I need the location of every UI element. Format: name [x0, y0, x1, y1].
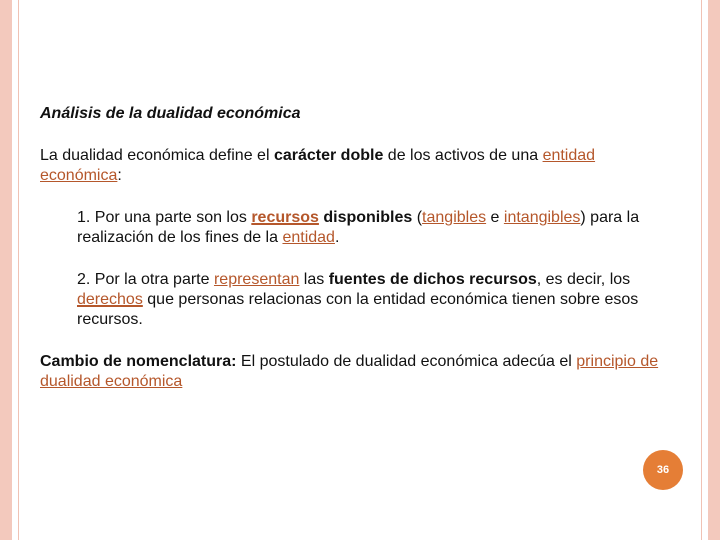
change-bold: Cambio de nomenclatura:	[40, 353, 237, 370]
link-recursos[interactable]: recursos	[251, 209, 319, 226]
point2-text-1: 2. Por la otra parte	[77, 271, 214, 288]
point-2-paragraph	[77, 270, 674, 330]
change-paragraph	[40, 352, 680, 392]
point1-text-5: .	[334, 229, 340, 246]
right-border-band	[708, 0, 720, 540]
page-number-badge: 36	[643, 450, 683, 490]
point1-bold: disponibles	[318, 209, 413, 226]
link-tangibles[interactable]: tangibles	[422, 209, 487, 226]
point2-bold: fuentes de dichos recursos	[328, 271, 537, 288]
link-entidad-economica[interactable]: entidad económica	[40, 147, 596, 184]
slide-content	[40, 104, 680, 414]
link-derechos[interactable]: derechos	[77, 291, 143, 308]
left-border-line	[18, 0, 19, 540]
intro-paragraph	[40, 146, 680, 186]
intro-text-3: :	[117, 167, 122, 184]
point1-text-3: e	[486, 209, 504, 226]
link-representan[interactable]: representan	[213, 271, 300, 288]
intro-bold: carácter doble	[273, 147, 384, 164]
link-entidad[interactable]: entidad	[282, 229, 335, 246]
change-text-1: El postulado de dualidad económica adecúa el	[236, 353, 577, 370]
point2-text-3: , es decir, los	[536, 271, 631, 288]
point1-text-2: (	[412, 209, 423, 226]
intro-text-2: de los activos de una	[383, 147, 543, 164]
point2-text-2: las	[299, 271, 329, 288]
point1-text-1: 1. Por una parte son los	[77, 209, 252, 226]
right-border-line	[701, 0, 702, 540]
link-principio-dualidad[interactable]: principio de dualidad económica	[40, 353, 659, 390]
point1-text-4: ) para la realización de los fines de la	[77, 209, 640, 246]
link-intangibles[interactable]: intangibles	[503, 209, 581, 226]
point2-text-4: que personas relacionas con la entidad económica tienen sobre esos recursos.	[77, 291, 639, 328]
slide-title: Análisis de la dualidad económica	[40, 105, 301, 122]
intro-text-1: La dualidad económica define el	[40, 147, 274, 164]
left-border-band	[0, 0, 12, 540]
point-1-paragraph	[77, 208, 674, 248]
